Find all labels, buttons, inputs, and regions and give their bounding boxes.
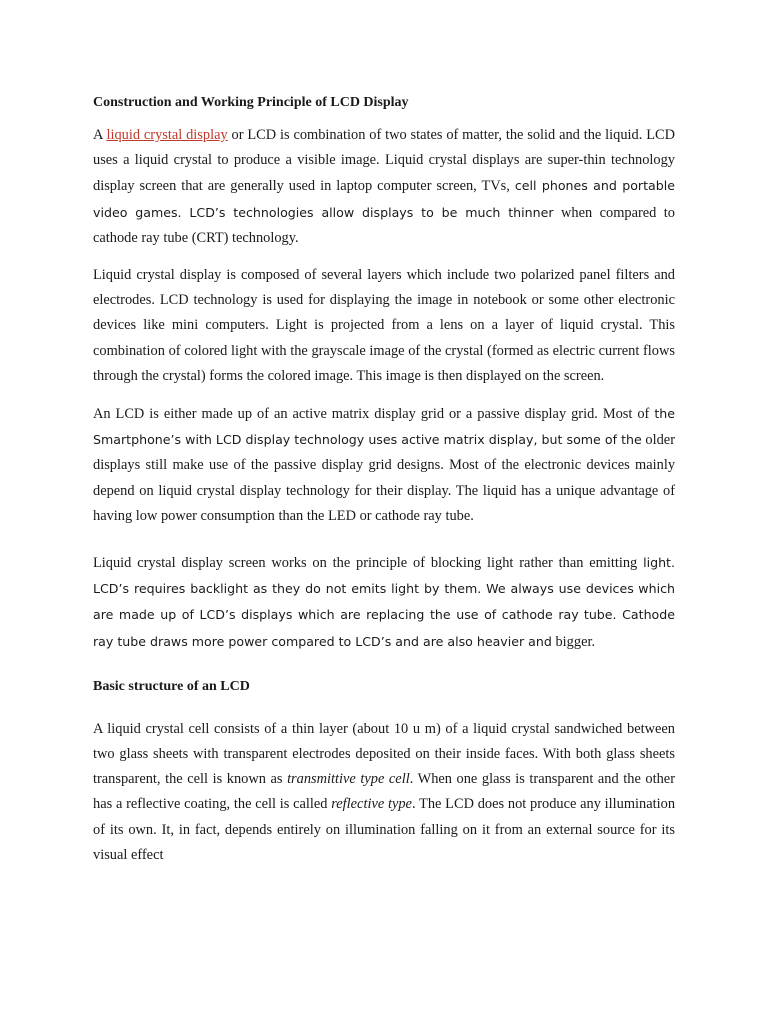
page-title: Construction and Working Principle of LCD Display <box>93 95 409 110</box>
paragraph-matrix: An LCD is either made up of an active matrix display grid or a passive display grid. Most of the Smartphone’s with LCD display technology uses active matrix display, but some of the older displays still make use of the passive display grid designs. Most of the electronic devices mainly depend on liquid crystal display technology for their display. The liquid has a unique advantage of having low power consumption than the LED or cathode ray tube. <box>93 406 676 524</box>
liquid-crystal-display-link[interactable]: liquid crystal display <box>106 127 228 143</box>
paragraph-principle: Liquid crystal display screen works on the principle of blocking light rather than emitting light. LCD’s requires backlight as they do not emits light by them. We always use devices which are made up of LCD’s displays which are replacing the use of cathode ray tube. Cathode ray tube draws more power compared to LCD’s and are also heavier and bigger. <box>93 555 676 650</box>
paragraph-intro: A liquid crystal display or LCD is combination of two states of matter, the solid and the liquid. LCD uses a liquid crystal to produce a visible image. Liquid crystal displays are super-thin technology display screen that are generally used in laptop computer screen, TVs, cell phones and portable video games. LCD’s technologies allow displays to be much thinner when compared to cathode ray tube (CRT) technology. <box>93 127 675 246</box>
paragraph-layers: Liquid crystal display is composed of several layers which include two polarized panel filters and electrodes. LCD technology is used for displaying the image in notebook or some other electronic devices like mini computers. Light is projected from a lens on a layer of liquid crystal. This combination of colored light with the grayscale image of the crystal (formed as electric current flows through the crystal) forms the colored image. This image is then displayed on the screen. <box>93 267 675 384</box>
paragraph-structure: A liquid crystal cell consists of a thin layer (about 10 u m) of a liquid crystal sandwiched between two glass sheets with transparent electrodes deposited on their inside faces. With both glass sheets transparent, the cell is known as transmittive type cell. When one glass is transparent and the other has a reflective coating, the cell is called reflective type. The LCD does not produce any illumination of its own. It, in fact, depends entirely on illumination falling on it from an external source for its visual effect <box>93 720 676 863</box>
section-subtitle: Basic structure of an LCD <box>93 678 250 694</box>
